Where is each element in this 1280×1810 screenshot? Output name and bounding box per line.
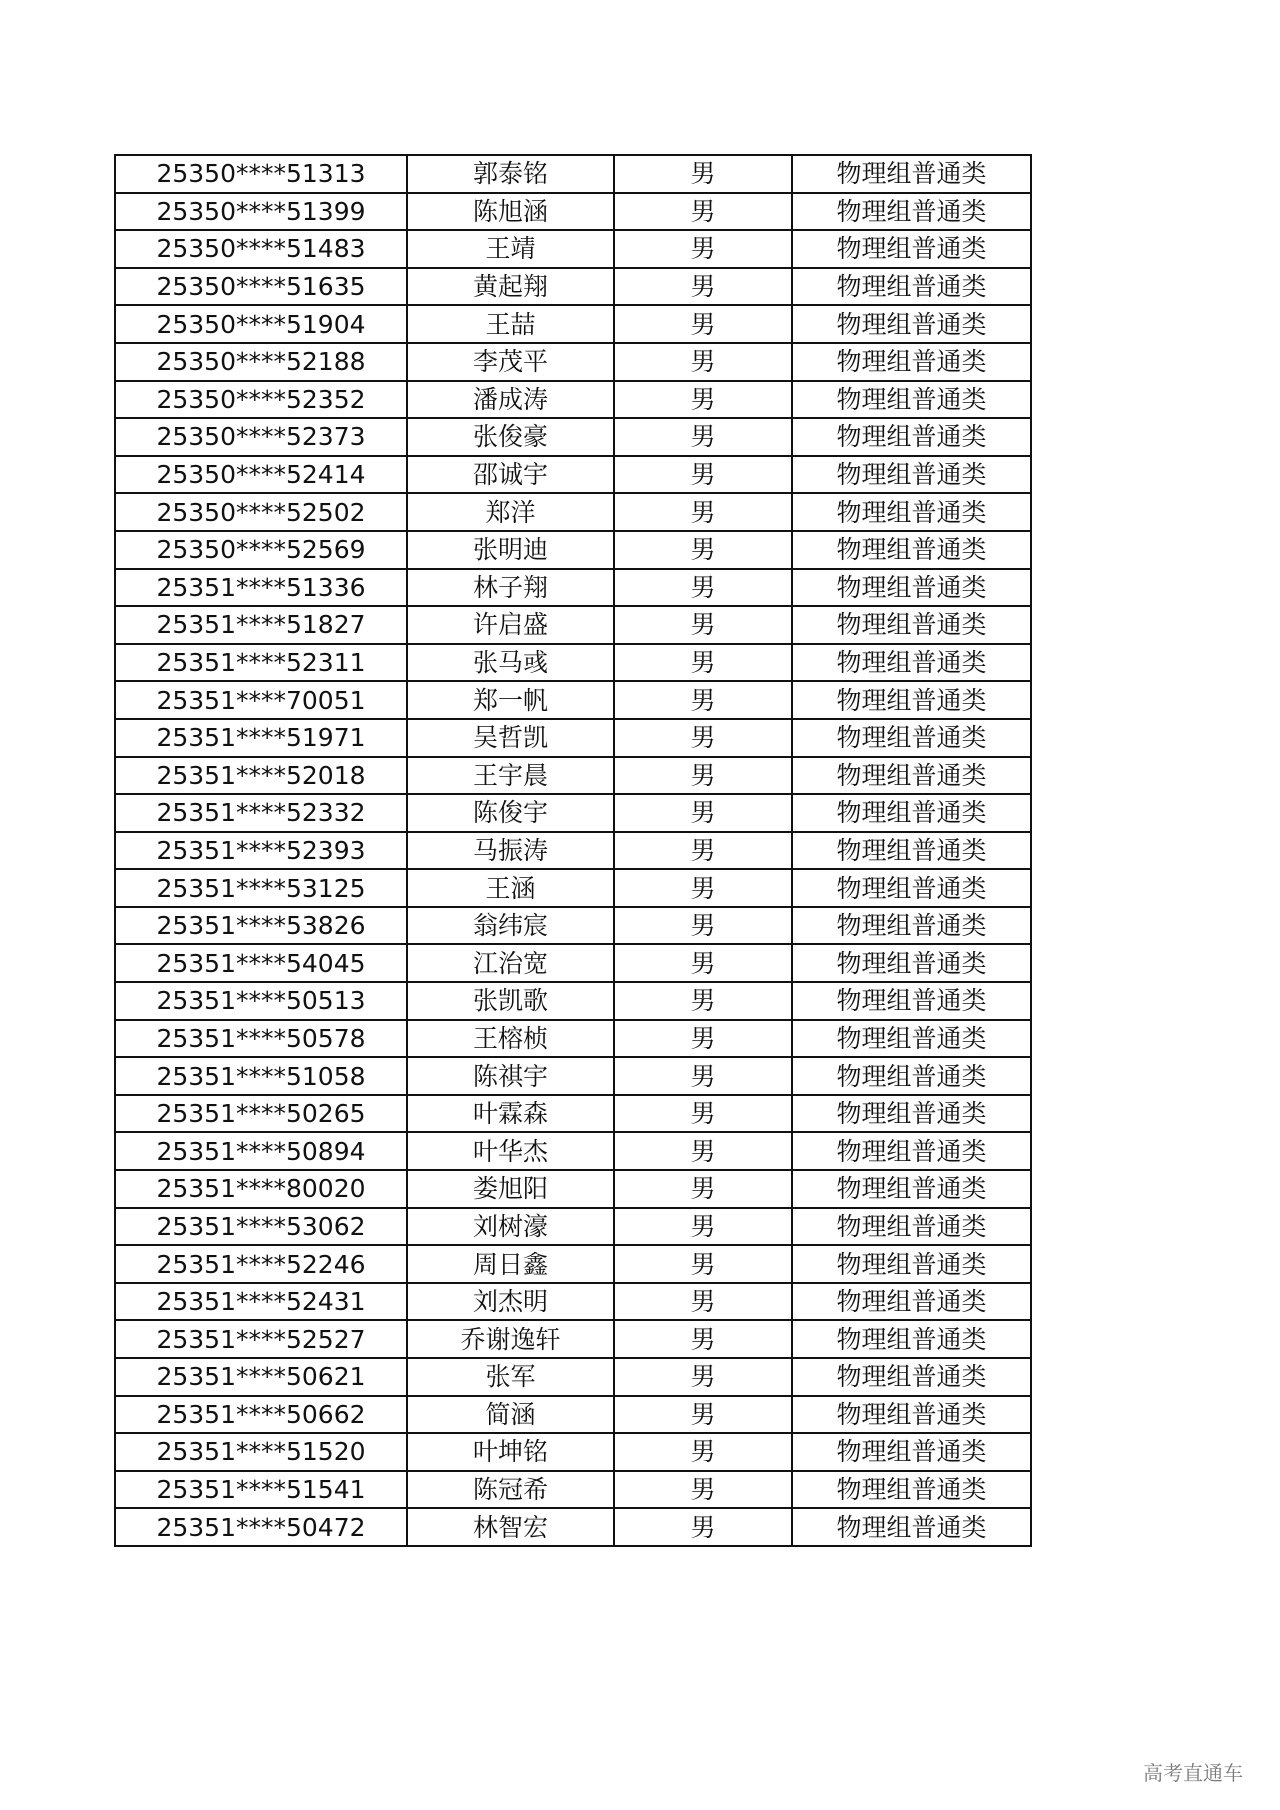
table-row (115, 794, 1031, 832)
exam-number-cell: 25351****53062 (115, 1208, 407, 1246)
exam-number-cell: 25351****52018 (115, 757, 407, 795)
gender-cell: 男 (614, 1433, 792, 1471)
category-cell: 物理组普通类 (792, 305, 1031, 343)
gender-cell: 男 (614, 1283, 792, 1321)
category-cell: 物理组普通类 (792, 1358, 1031, 1396)
student-name-cell: 陈冠希 (407, 1471, 614, 1509)
table-row (115, 1358, 1031, 1396)
gender-cell: 男 (614, 381, 792, 419)
gender-cell: 男 (614, 268, 792, 306)
student-name-cell: 郑一帆 (407, 681, 614, 719)
table-row (115, 1396, 1031, 1434)
category-cell: 物理组普通类 (792, 268, 1031, 306)
table-row (115, 1095, 1031, 1133)
category-cell: 物理组普通类 (792, 155, 1031, 193)
category-cell: 物理组普通类 (792, 944, 1031, 982)
student-name-cell: 娄旭阳 (407, 1170, 614, 1208)
exam-number-cell: 25350****52502 (115, 493, 407, 531)
table-row (115, 381, 1031, 419)
gender-cell: 男 (614, 644, 792, 682)
student-name-cell: 王涵 (407, 869, 614, 907)
category-cell: 物理组普通类 (792, 1433, 1031, 1471)
category-cell: 物理组普通类 (792, 719, 1031, 757)
table-row (115, 493, 1031, 531)
category-cell: 物理组普通类 (792, 1320, 1031, 1358)
exam-number-cell: 25351****50265 (115, 1095, 407, 1133)
gender-cell: 男 (614, 1095, 792, 1133)
student-name-cell: 张明迪 (407, 531, 614, 569)
table-row (115, 869, 1031, 907)
student-name-cell: 王靖 (407, 230, 614, 268)
table-row (115, 1245, 1031, 1283)
exam-number-cell: 25351****50472 (115, 1508, 407, 1546)
table-row (115, 719, 1031, 757)
exam-number-cell: 25350****52188 (115, 343, 407, 381)
table-row (115, 531, 1031, 569)
gender-cell: 男 (614, 606, 792, 644)
exam-number-cell: 25351****52246 (115, 1245, 407, 1283)
table-row (115, 1020, 1031, 1058)
student-name-cell: 许启盛 (407, 606, 614, 644)
exam-number-cell: 25351****53125 (115, 869, 407, 907)
exam-number-cell: 25351****50621 (115, 1358, 407, 1396)
gender-cell: 男 (614, 681, 792, 719)
exam-number-cell: 25350****52414 (115, 456, 407, 494)
table-row (115, 907, 1031, 945)
gender-cell: 男 (614, 193, 792, 231)
student-name-cell: 翁纬宸 (407, 907, 614, 945)
exam-number-cell: 25351****51336 (115, 569, 407, 607)
category-cell: 物理组普通类 (792, 1396, 1031, 1434)
student-name-cell: 黄起翔 (407, 268, 614, 306)
exam-number-cell: 25351****50662 (115, 1396, 407, 1434)
table-row (115, 1132, 1031, 1170)
category-cell: 物理组普通类 (792, 531, 1031, 569)
table-row (115, 1508, 1031, 1546)
table-row (115, 944, 1031, 982)
table-row (115, 193, 1031, 231)
table-row (115, 644, 1031, 682)
gender-cell: 男 (614, 1132, 792, 1170)
student-name-cell: 马振涛 (407, 832, 614, 870)
table-row (115, 569, 1031, 607)
gender-cell: 男 (614, 531, 792, 569)
student-name-cell: 王宇晨 (407, 757, 614, 795)
gender-cell: 男 (614, 155, 792, 193)
exam-number-cell: 25351****52393 (115, 832, 407, 870)
student-name-cell: 叶霖森 (407, 1095, 614, 1133)
student-name-cell: 陈俊宇 (407, 794, 614, 832)
roster-table-body (115, 155, 1031, 1546)
category-cell: 物理组普通类 (792, 193, 1031, 231)
exam-number-cell: 25351****52431 (115, 1283, 407, 1321)
table-row (115, 418, 1031, 456)
table-row (115, 1057, 1031, 1095)
gender-cell: 男 (614, 1170, 792, 1208)
gender-cell: 男 (614, 1020, 792, 1058)
student-name-cell: 张凯歌 (407, 982, 614, 1020)
exam-number-cell: 25351****51971 (115, 719, 407, 757)
gender-cell: 男 (614, 418, 792, 456)
category-cell: 物理组普通类 (792, 230, 1031, 268)
exam-number-cell: 25350****52352 (115, 381, 407, 419)
table-row (115, 230, 1031, 268)
category-cell: 物理组普通类 (792, 1471, 1031, 1509)
category-cell: 物理组普通类 (792, 569, 1031, 607)
gender-cell: 男 (614, 757, 792, 795)
exam-number-cell: 25350****51483 (115, 230, 407, 268)
student-name-cell: 陈祺宇 (407, 1057, 614, 1095)
gender-cell: 男 (614, 1320, 792, 1358)
category-cell: 物理组普通类 (792, 681, 1031, 719)
exam-number-cell: 25351****51520 (115, 1433, 407, 1471)
gender-cell: 男 (614, 832, 792, 870)
category-cell: 物理组普通类 (792, 1132, 1031, 1170)
gender-cell: 男 (614, 1508, 792, 1546)
exam-number-cell: 25351****52311 (115, 644, 407, 682)
category-cell: 物理组普通类 (792, 907, 1031, 945)
student-name-cell: 张马彧 (407, 644, 614, 682)
category-cell: 物理组普通类 (792, 1020, 1031, 1058)
student-name-cell: 郑洋 (407, 493, 614, 531)
student-name-cell: 王榕桢 (407, 1020, 614, 1058)
exam-number-cell: 25350****51313 (115, 155, 407, 193)
exam-number-cell: 25351****52332 (115, 794, 407, 832)
gender-cell: 男 (614, 944, 792, 982)
category-cell: 物理组普通类 (792, 343, 1031, 381)
student-name-cell: 简涵 (407, 1396, 614, 1434)
student-name-cell: 刘树濠 (407, 1208, 614, 1246)
gender-cell: 男 (614, 1245, 792, 1283)
table-row (115, 1433, 1031, 1471)
student-name-cell: 王喆 (407, 305, 614, 343)
student-name-cell: 叶坤铭 (407, 1433, 614, 1471)
gender-cell: 男 (614, 1471, 792, 1509)
category-cell: 物理组普通类 (792, 757, 1031, 795)
student-name-cell: 林子翔 (407, 569, 614, 607)
table-row (115, 1471, 1031, 1509)
gender-cell: 男 (614, 907, 792, 945)
exam-number-cell: 25351****53826 (115, 907, 407, 945)
category-cell: 物理组普通类 (792, 1057, 1031, 1095)
table-row (115, 606, 1031, 644)
category-cell: 物理组普通类 (792, 869, 1031, 907)
exam-number-cell: 25351****50578 (115, 1020, 407, 1058)
category-cell: 物理组普通类 (792, 418, 1031, 456)
exam-number-cell: 25351****54045 (115, 944, 407, 982)
student-name-cell: 潘成涛 (407, 381, 614, 419)
exam-number-cell: 25351****80020 (115, 1170, 407, 1208)
category-cell: 物理组普通类 (792, 456, 1031, 494)
gender-cell: 男 (614, 230, 792, 268)
gender-cell: 男 (614, 719, 792, 757)
gender-cell: 男 (614, 569, 792, 607)
gender-cell: 男 (614, 493, 792, 531)
gender-cell: 男 (614, 794, 792, 832)
category-cell: 物理组普通类 (792, 1208, 1031, 1246)
gender-cell: 男 (614, 1358, 792, 1396)
student-name-cell: 李茂平 (407, 343, 614, 381)
student-name-cell: 周日鑫 (407, 1245, 614, 1283)
category-cell: 物理组普通类 (792, 606, 1031, 644)
table-row (115, 1320, 1031, 1358)
gender-cell: 男 (614, 343, 792, 381)
gender-cell: 男 (614, 456, 792, 494)
gender-cell: 男 (614, 305, 792, 343)
category-cell: 物理组普通类 (792, 644, 1031, 682)
watermark-text: 高考直通车 (1143, 1761, 1243, 1785)
table-row (115, 757, 1031, 795)
exam-number-cell: 25350****51635 (115, 268, 407, 306)
table-row (115, 456, 1031, 494)
category-cell: 物理组普通类 (792, 1170, 1031, 1208)
table-row (115, 1170, 1031, 1208)
gender-cell: 男 (614, 1057, 792, 1095)
category-cell: 物理组普通类 (792, 1245, 1031, 1283)
exam-number-cell: 25350****51399 (115, 193, 407, 231)
student-name-cell: 邵诚宇 (407, 456, 614, 494)
student-name-cell: 江治宽 (407, 944, 614, 982)
student-name-cell: 乔谢逸轩 (407, 1320, 614, 1358)
exam-number-cell: 25351****50513 (115, 982, 407, 1020)
category-cell: 物理组普通类 (792, 794, 1031, 832)
exam-number-cell: 25351****51827 (115, 606, 407, 644)
category-cell: 物理组普通类 (792, 832, 1031, 870)
student-roster-table (114, 154, 1032, 1547)
student-name-cell: 张俊豪 (407, 418, 614, 456)
exam-number-cell: 25351****51058 (115, 1057, 407, 1095)
student-name-cell: 叶华杰 (407, 1132, 614, 1170)
student-name-cell: 陈旭涵 (407, 193, 614, 231)
student-name-cell: 林智宏 (407, 1508, 614, 1546)
exam-number-cell: 25350****51904 (115, 305, 407, 343)
table-row (115, 1208, 1031, 1246)
table-row (115, 832, 1031, 870)
exam-number-cell: 25351****70051 (115, 681, 407, 719)
exam-number-cell: 25351****52527 (115, 1320, 407, 1358)
category-cell: 物理组普通类 (792, 381, 1031, 419)
gender-cell: 男 (614, 1396, 792, 1434)
exam-number-cell: 25351****51541 (115, 1471, 407, 1509)
category-cell: 物理组普通类 (792, 493, 1031, 531)
table-row (115, 268, 1031, 306)
exam-number-cell: 25350****52569 (115, 531, 407, 569)
category-cell: 物理组普通类 (792, 1095, 1031, 1133)
student-name-cell: 张军 (407, 1358, 614, 1396)
category-cell: 物理组普通类 (792, 1508, 1031, 1546)
table-row (115, 982, 1031, 1020)
category-cell: 物理组普通类 (792, 982, 1031, 1020)
exam-number-cell: 25350****52373 (115, 418, 407, 456)
student-name-cell: 吴哲凯 (407, 719, 614, 757)
exam-number-cell: 25351****50894 (115, 1132, 407, 1170)
student-name-cell: 郭泰铭 (407, 155, 614, 193)
gender-cell: 男 (614, 1208, 792, 1246)
table-row (115, 681, 1031, 719)
category-cell: 物理组普通类 (792, 1283, 1031, 1321)
student-name-cell: 刘杰明 (407, 1283, 614, 1321)
table-row (115, 305, 1031, 343)
table-row (115, 1283, 1031, 1321)
table-row (115, 155, 1031, 193)
table-row (115, 343, 1031, 381)
gender-cell: 男 (614, 982, 792, 1020)
gender-cell: 男 (614, 869, 792, 907)
